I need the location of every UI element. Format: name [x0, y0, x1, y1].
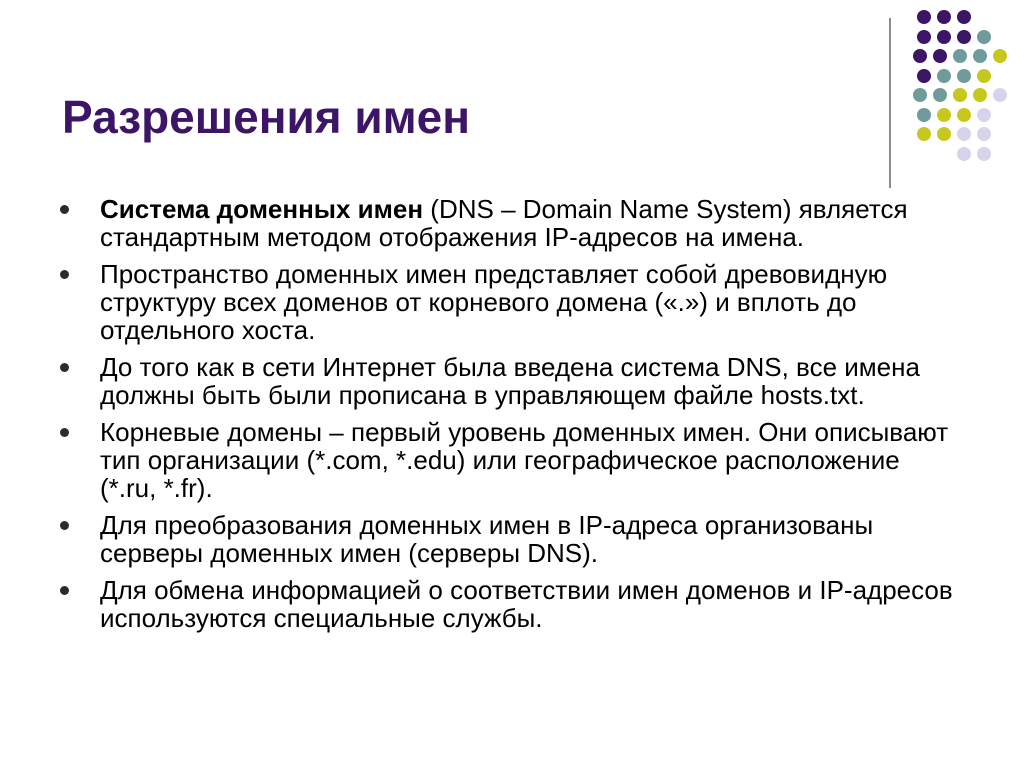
bullet-item	[60, 511, 960, 567]
decorative-dot-icon	[937, 10, 951, 24]
decorative-dot-grid	[0, 0, 1024, 180]
decorative-dot-icon	[917, 108, 931, 122]
decorative-dot-icon	[953, 49, 967, 63]
decorative-dot-icon	[913, 49, 927, 63]
bullet-item	[60, 260, 960, 344]
decorative-dot-icon	[977, 127, 991, 141]
decorative-dot-icon	[973, 49, 987, 63]
decorative-dot-icon	[973, 88, 987, 102]
bullet-lead-term: Система доменных имен	[100, 194, 424, 224]
decorative-dot-icon	[933, 88, 947, 102]
decorative-dot-icon	[953, 88, 967, 102]
decorative-dot-icon	[917, 127, 931, 141]
bullet-dot-icon	[60, 586, 69, 595]
bullet-dot-icon	[60, 205, 69, 214]
vertical-divider	[889, 18, 891, 188]
decorative-dot-icon	[977, 30, 991, 44]
bullet-item	[60, 195, 960, 251]
bullet-item	[60, 576, 960, 632]
bullet-text: (DNS – Domain Name System) является стандартным методом отображения IP-адресов на имена.	[100, 194, 908, 252]
bullet-dot-icon	[60, 428, 69, 437]
bullet-dot-icon	[60, 270, 69, 279]
bullet-text: Для обмена информацией о соответствии имен доменов и IP-адресов используются специальные службы.	[100, 575, 953, 633]
bullet-text: До того как в сети Интернет была введена система DNS, все имена должны быть были прописана в управляющем файле hosts.txt.	[100, 352, 920, 410]
decorative-dot-icon	[957, 108, 971, 122]
bullet-item	[60, 418, 960, 502]
decorative-dot-icon	[933, 49, 947, 63]
decorative-dot-icon	[937, 108, 951, 122]
decorative-dot-icon	[977, 69, 991, 83]
bullet-text: Пространство доменных имен представляет собой древовидную структуру всех доменов от корневого домена («.») и вплоть до отдельного хоста.	[100, 259, 888, 345]
decorative-dot-icon	[937, 127, 951, 141]
decorative-dot-icon	[937, 30, 951, 44]
decorative-dot-icon	[937, 69, 951, 83]
bullet-dot-icon	[60, 363, 69, 372]
decorative-dot-icon	[917, 30, 931, 44]
decorative-dot-icon	[913, 88, 927, 102]
decorative-dot-icon	[957, 147, 971, 161]
decorative-dot-icon	[957, 69, 971, 83]
decorative-dot-icon	[917, 10, 931, 24]
decorative-dot-icon	[917, 69, 931, 83]
bullet-item	[60, 353, 960, 409]
decorative-dot-icon	[957, 127, 971, 141]
decorative-dot-icon	[957, 10, 971, 24]
decorative-dot-icon	[993, 49, 1007, 63]
bullet-list	[60, 195, 960, 641]
slide-title: Разрешения имен	[62, 91, 471, 143]
decorative-dot-icon	[993, 88, 1007, 102]
bullet-text: Корневые домены – первый уровень доменных имен. Они описывают тип организации (*.com, *.edu) или географическое расположение (*.ru, *.fr).	[100, 417, 949, 503]
decorative-dot-icon	[957, 30, 971, 44]
decorative-dot-icon	[977, 147, 991, 161]
bullet-dot-icon	[60, 521, 69, 530]
bullet-text: Для преобразования доменных имен в IP-адреса организованы серверы доменных имен (серверы DNS).	[100, 510, 874, 568]
decorative-dot-icon	[977, 108, 991, 122]
